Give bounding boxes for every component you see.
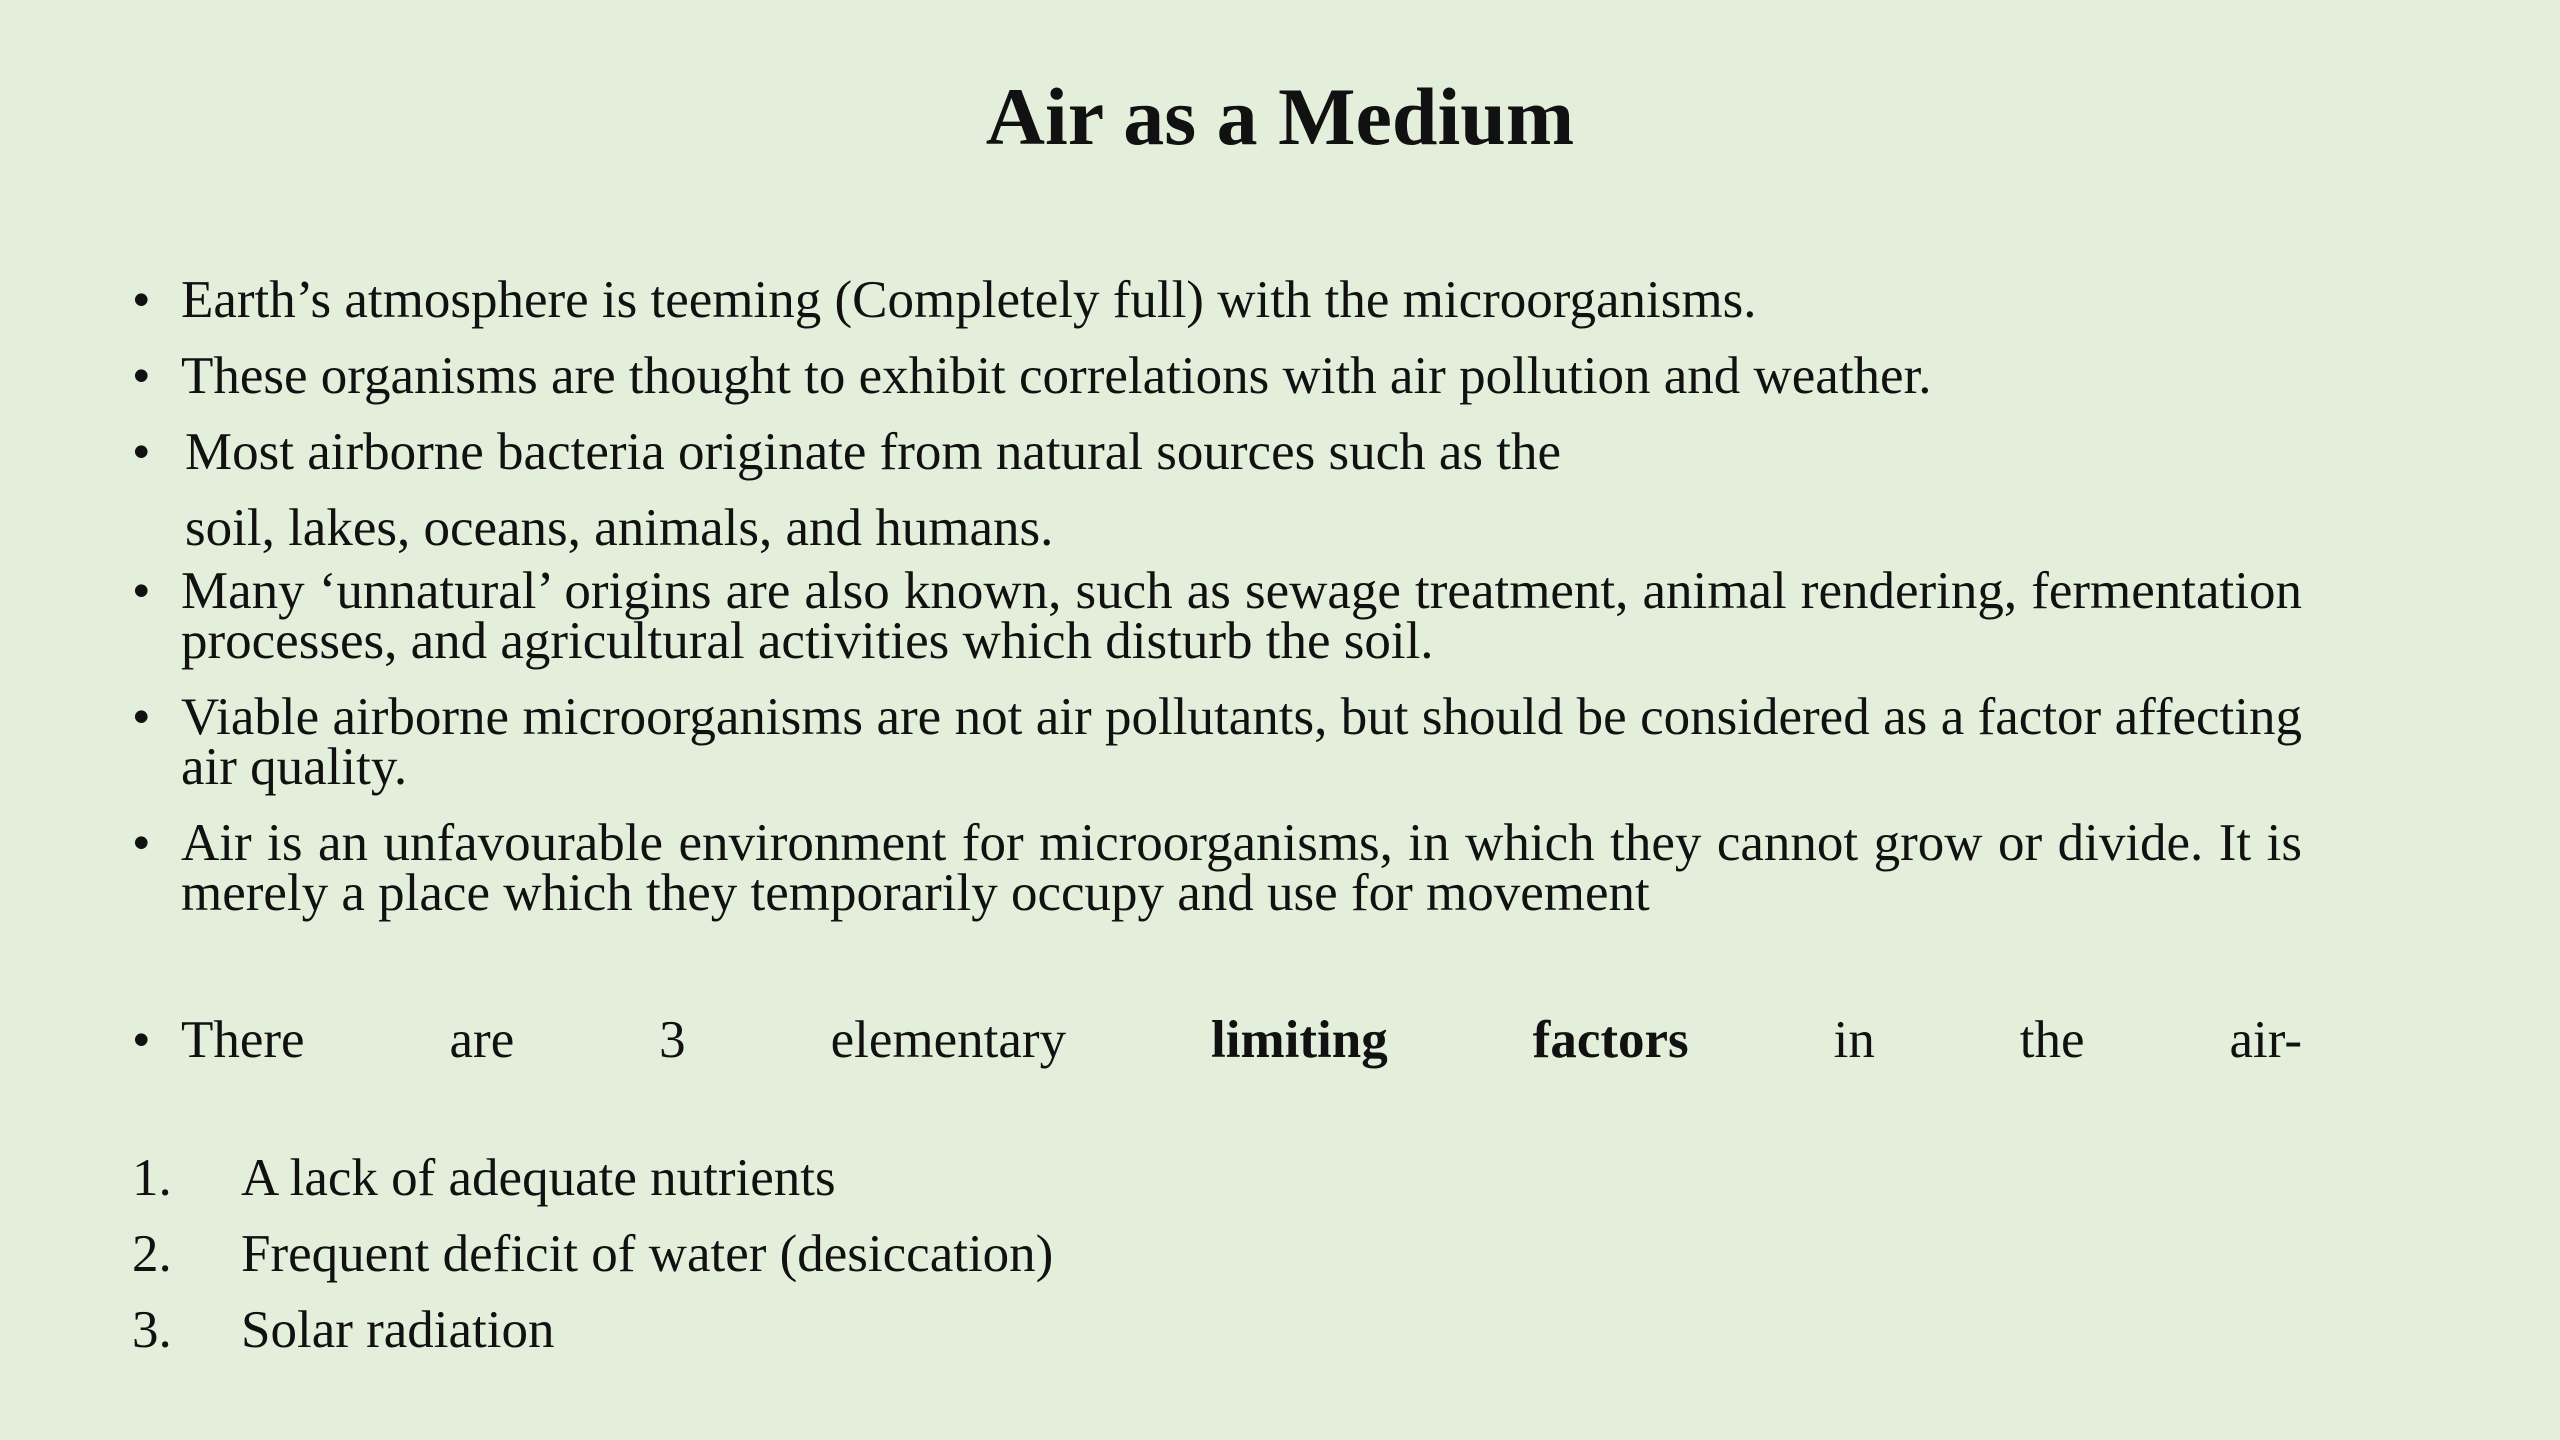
bullet-marker: • (132, 562, 151, 620)
numbered-item (132, 1140, 1053, 1216)
item-text: Frequent deficit of water (desiccation) (241, 1225, 1054, 1283)
bullet-item-limiting-factors (132, 1002, 2302, 1078)
item-number: 2. (132, 1225, 172, 1283)
bullet-text-after: in the air- (1833, 1011, 2303, 1069)
bullet-text-bold: limiting factors (1211, 1011, 1689, 1069)
numbered-item (132, 1216, 1053, 1292)
bullet-marker: • (132, 1011, 151, 1069)
item-text: Solar radiation (241, 1301, 555, 1359)
numbered-item (132, 1292, 1053, 1368)
bullet-item (132, 338, 2302, 414)
item-text: A lack of adequate nutrients (241, 1149, 836, 1207)
bullet-text: These organisms are thought to exhibit correlations with air pollution and weather. (181, 347, 1932, 405)
numbered-list (132, 1140, 1053, 1368)
item-number: 3. (132, 1301, 172, 1359)
bullet-item (132, 262, 2302, 338)
bullet-text: Air is an unfavourable environment for microorganisms, in which they cannot grow or divide. It is merely a place which they temporarily occupy and use for movement (181, 814, 2302, 922)
bullet-list (132, 262, 2302, 1078)
bullet-text-line-1: Most airborne bacteria originate from natural sources such as the (185, 423, 1562, 481)
bullet-text: Many ‘unnatural’ origins are also known, such as sewage treatment, animal rendering, fermentation processes, and agricultural activities which disturb the soil. (181, 562, 2302, 670)
bullet-text-before: There are 3 elementary (181, 1011, 1067, 1069)
bullet-text: Viable airborne microorganisms are not air pollutants, but should be considered as a factor affecting air quality. (181, 688, 2302, 796)
bullet-text: Earth’s atmosphere is teeming (Completely full) with the microorganisms. (181, 271, 1757, 329)
bullet-item (132, 414, 2302, 566)
bullet-marker: • (132, 423, 151, 481)
bullet-marker: • (132, 688, 151, 746)
bullet-item (132, 562, 2302, 670)
bullet-text-line-2: soil, lakes, oceans, animals, and humans. (185, 499, 1054, 557)
slide-title: Air as a Medium (985, 71, 1575, 162)
bullet-item (132, 814, 2302, 922)
item-number: 1. (132, 1149, 172, 1207)
bullet-marker: • (132, 271, 151, 329)
bullet-item (132, 688, 2302, 796)
bullet-marker: • (132, 347, 151, 405)
bullet-marker: • (132, 814, 151, 872)
